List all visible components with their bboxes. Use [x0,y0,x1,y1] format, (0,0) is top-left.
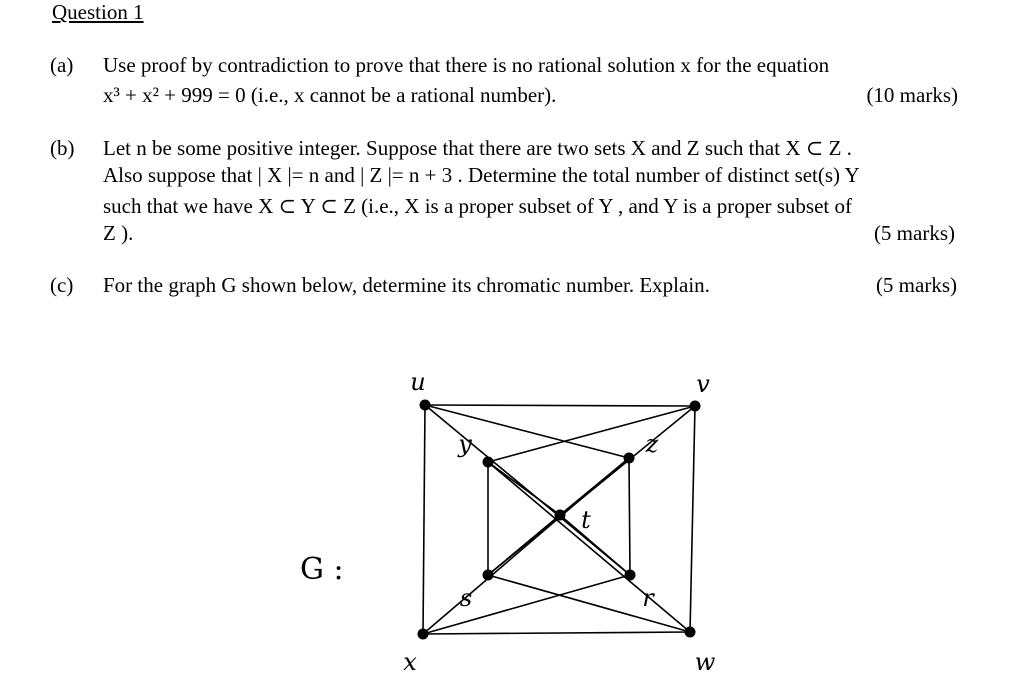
vertex-label-r: r [642,584,654,612]
part-b-line-4: Z ). [103,221,134,245]
vertex-z [624,453,635,464]
edge-w-s [488,575,690,632]
edge-v-y [488,406,695,462]
vertex-t [555,510,566,521]
part-b-line-2: Also suppose that | X |= n and | Z |= n + 3 . Determine the total number of distinct set(s) Y [103,163,860,187]
part-c-marks: (5 marks) [875,273,957,297]
vertex-label-w: w [694,648,716,676]
edge-u-v [425,405,695,406]
part-b-marks: (5 marks) [873,221,955,245]
vertex-label-u: u [410,368,426,396]
edge-x-w [423,632,690,634]
vertex-label-z: z [645,430,659,458]
edge-v-w [690,406,695,632]
edge-x-r [423,575,630,634]
part-b-label: (b) [50,136,75,160]
part-a-line-2: x³ + x² + 999 = 0 (i.e., x cannot be a rational number). [103,83,557,107]
vertex-label-s: s [459,584,473,612]
vertex-r [625,570,636,581]
part-b-line-3: such that we have X ⊂ Y ⊂ Z (i.e., X is a proper subset of Y , and Y is a proper subset of [103,194,853,218]
vertex-label-y: y [458,430,472,458]
vertex-y [483,457,494,468]
part-c-label: (c) [50,273,74,297]
part-c-line-1: For the graph G shown below, determine its chromatic number. Explain. [103,273,710,297]
vertex-label-x: x [403,648,417,676]
part-b-line-1: Let n be some positive integer. Suppose that there are two sets X and Z such that X ⊂ Z . [103,136,852,160]
part-a-marks: (10 marks) [866,83,958,107]
vertex-w [685,627,696,638]
vertex-x [418,629,429,640]
graph-name-label: G : [300,552,344,587]
vertex-v [690,401,701,412]
part-a-label: (a) [50,53,74,77]
vertex-label-v: v [696,370,710,398]
edge-u-x [423,405,425,634]
edge-z-r [629,458,630,575]
edge-y-t [488,462,560,515]
vertex-label-t: t [581,506,591,534]
vertex-u [420,400,431,411]
vertex-s [483,570,494,581]
edge-z-t [560,458,629,515]
edge-s-t [488,515,560,575]
edge-r-t [560,515,630,575]
question-heading: Question 1 [52,0,144,24]
part-a-line-1: Use proof by contradiction to prove that there is no rational solution x for the equation [103,53,830,77]
